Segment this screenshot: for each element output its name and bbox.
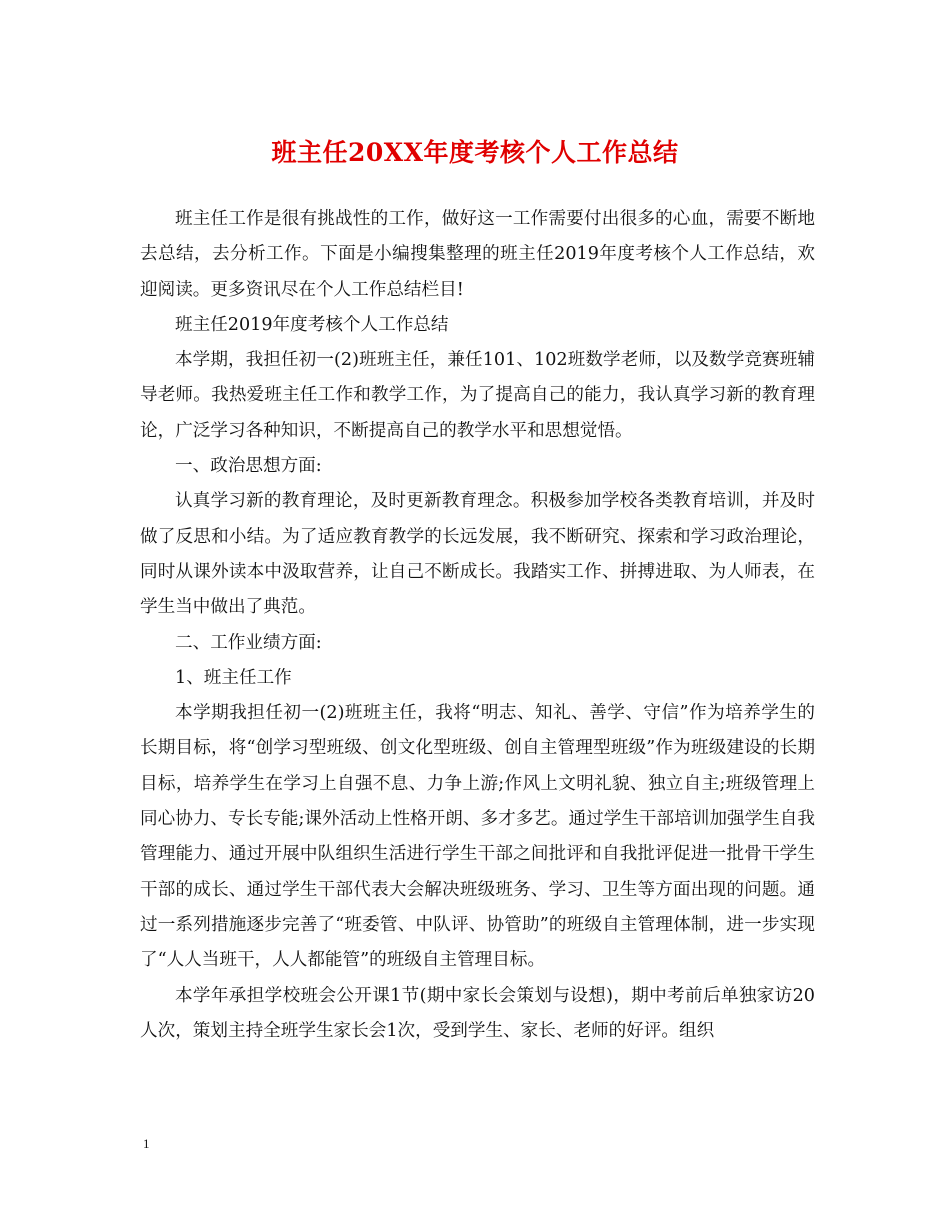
subsection-heading-class-teacher: 1、班主任工作	[175, 667, 292, 688]
section-heading-achievements: 二、工作业绩方面:	[175, 632, 322, 653]
paragraph-class-teacher: 本学期我担任初一(2)班班主任，我将“明志、知礼、善学、守信”作为培养学生的长期目标，将“创学习型班级、创文化型班级、创自主管理型班级”作为班级建设的长期目标，培养学生在学习上自强不息、力争上游;作风上文明礼貌、独立自主;班级管理上同心协力、专长专能;课外活动上性格开朗、多才多艺。通过学生干部培训加强学生自我管理能力、通过开展中队组织生活进行学生干部之间批评和自我批评促进一批骨干学生干部的成长、通过学生干部代表大会解决班级班务、学习、卫生等方面出现的问题。通过一系列措施逐步完善了“班委管、中队评、协管助”的班级自主管理体制，进一步实现了“人人当班干，人人都能管”的班级自主管理目标。	[140, 703, 815, 971]
paragraph-subtitle: 班主任2019年度考核个人工作总结	[175, 314, 449, 335]
section-heading-politics: 一、政治思想方面:	[175, 456, 322, 477]
paragraph-open-class: 本学年承担学校班会公开课1节(期中家长会策划与设想)，期中考前后单独家访20人次，策划主持全班学生家长会1次，受到学生、家长、老师的好评。组织	[140, 985, 815, 1041]
document-title: 班主任20XX年度考核个人工作总结	[271, 138, 679, 167]
page-number: 1	[143, 1136, 150, 1151]
paragraph-intro: 班主任工作是很有挑战性的工作，做好这一工作需要付出很多的心血，需要不断地去总结，去分析工作。下面是小编搜集整理的班主任2019年度考核个人工作总结，欢迎阅读。更多资讯尽在个人工作总结栏目!	[140, 209, 815, 300]
paragraph-politics: 认真学习新的教育理论，及时更新教育理念。积极参加学校各类教育培训，并及时做了反思和小结。为了适应教育教学的长远发展，我不断研究、探索和学习政治理论，同时从课外读本中汲取营养，让自己不断成长。我踏实工作、拼搏进取、为人师表，在学生当中做出了典范。	[140, 491, 815, 618]
paragraph-overview: 本学期，我担任初一(2)班班主任，兼任101、102班数学老师，以及数学竞赛班辅导老师。我热爱班主任工作和教学工作，为了提高自己的能力，我认真学习新的教育理论，广泛学习各种知识，不断提高自己的教学水平和思想觉悟。	[140, 350, 815, 441]
document-body	[140, 202, 815, 1049]
